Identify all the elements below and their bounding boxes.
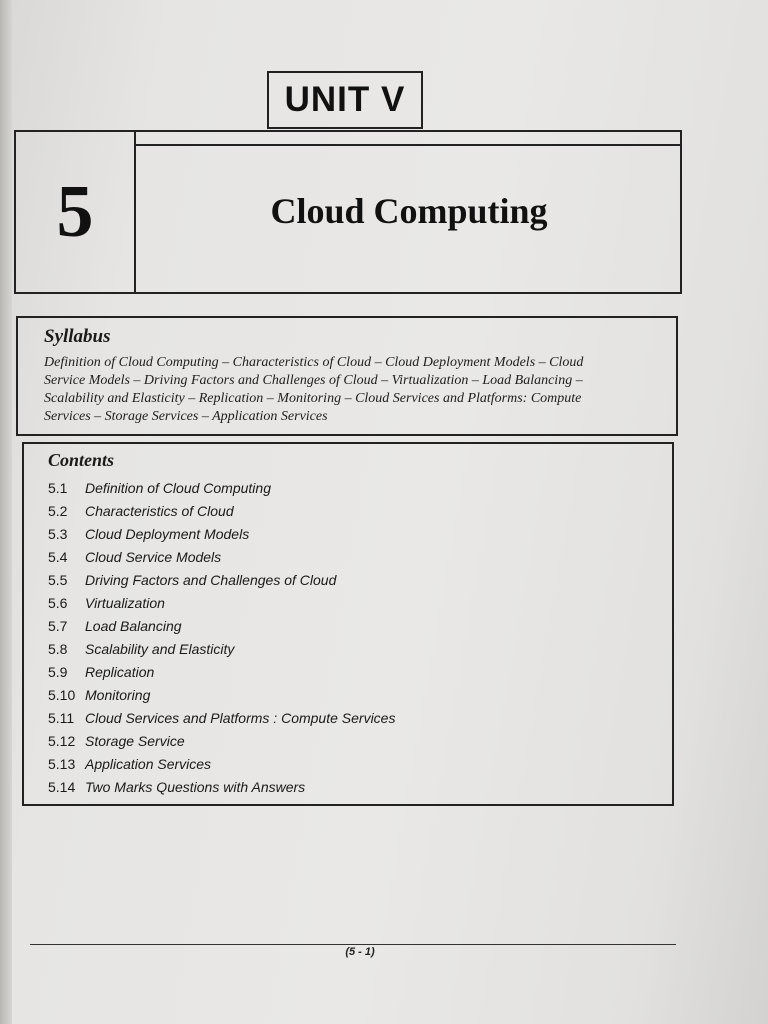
list-item bbox=[48, 730, 660, 753]
section-number: 5.12 bbox=[48, 733, 76, 749]
section-number: 5.11 bbox=[48, 710, 75, 726]
list-item bbox=[48, 776, 660, 799]
section-number: 5.6 bbox=[48, 595, 68, 611]
section-label: Load Balancing bbox=[85, 618, 182, 634]
list-item bbox=[48, 592, 660, 615]
list-item bbox=[48, 569, 660, 592]
section-label: Characteristics of Cloud bbox=[85, 503, 234, 519]
contents-list bbox=[48, 477, 660, 799]
page-edge-shadow bbox=[0, 0, 12, 1024]
section-number: 5.4 bbox=[48, 549, 68, 565]
syllabus-line: Scalability and Elasticity – Replication – Monitoring – Cloud Services and Platforms: Compute bbox=[44, 391, 582, 406]
chapter-title: Cloud Computing bbox=[270, 191, 548, 231]
section-number: 5.14 bbox=[48, 779, 76, 795]
chapter-top-rule bbox=[136, 144, 682, 146]
section-label: Cloud Deployment Models bbox=[85, 526, 250, 542]
contents-box bbox=[22, 442, 674, 806]
section-number: 5.8 bbox=[48, 641, 68, 657]
list-item bbox=[48, 500, 660, 523]
list-item bbox=[48, 615, 660, 638]
section-label: Application Services bbox=[85, 756, 212, 772]
section-number: 5.9 bbox=[48, 664, 68, 680]
footer-rule bbox=[30, 944, 676, 945]
section-label: Cloud Services and Platforms : Compute Services bbox=[85, 710, 396, 726]
section-number: 5.10 bbox=[48, 687, 76, 703]
syllabus-line: Service Models – Driving Factors and Challenges of Cloud – Virtualization – Load Balancing – bbox=[44, 373, 583, 388]
section-label: Driving Factors and Challenges of Cloud bbox=[85, 572, 337, 588]
page-number: (5 - 1) bbox=[345, 946, 375, 958]
list-item bbox=[48, 523, 660, 546]
section-label: Two Marks Questions with Answers bbox=[85, 779, 306, 795]
section-number: 5.7 bbox=[48, 618, 68, 634]
list-item bbox=[48, 707, 660, 730]
list-item bbox=[48, 477, 660, 500]
section-label: Replication bbox=[85, 664, 155, 680]
list-item bbox=[48, 546, 660, 569]
section-label: Definition of Cloud Computing bbox=[85, 480, 271, 496]
list-item bbox=[48, 753, 660, 776]
list-item bbox=[48, 684, 660, 707]
section-label: Virtualization bbox=[85, 595, 165, 611]
section-number: 5.3 bbox=[48, 526, 68, 542]
unit-heading: UNIT V bbox=[267, 71, 423, 129]
section-label: Storage Service bbox=[85, 733, 185, 749]
syllabus-line: Definition of Cloud Computing – Characteristics of Cloud – Cloud Deployment Models – Cloud bbox=[44, 355, 584, 370]
list-item bbox=[48, 661, 660, 684]
syllabus-box bbox=[16, 316, 678, 436]
section-label: Cloud Service Models bbox=[85, 549, 222, 565]
section-label: Monitoring bbox=[85, 687, 151, 703]
chapter-number: 5 bbox=[56, 171, 94, 253]
syllabus-text bbox=[44, 354, 662, 426]
section-label: Scalability and Elasticity bbox=[85, 641, 235, 657]
section-number: 5.1 bbox=[48, 480, 68, 496]
contents-title: Contents bbox=[48, 450, 115, 470]
section-number: 5.2 bbox=[48, 503, 68, 519]
list-item bbox=[48, 638, 660, 661]
chapter-header-box bbox=[14, 130, 682, 294]
syllabus-line: Services – Storage Services – Application Services bbox=[44, 409, 328, 424]
section-number: 5.13 bbox=[48, 756, 76, 772]
section-number: 5.5 bbox=[48, 572, 68, 588]
syllabus-title: Syllabus bbox=[44, 326, 111, 347]
